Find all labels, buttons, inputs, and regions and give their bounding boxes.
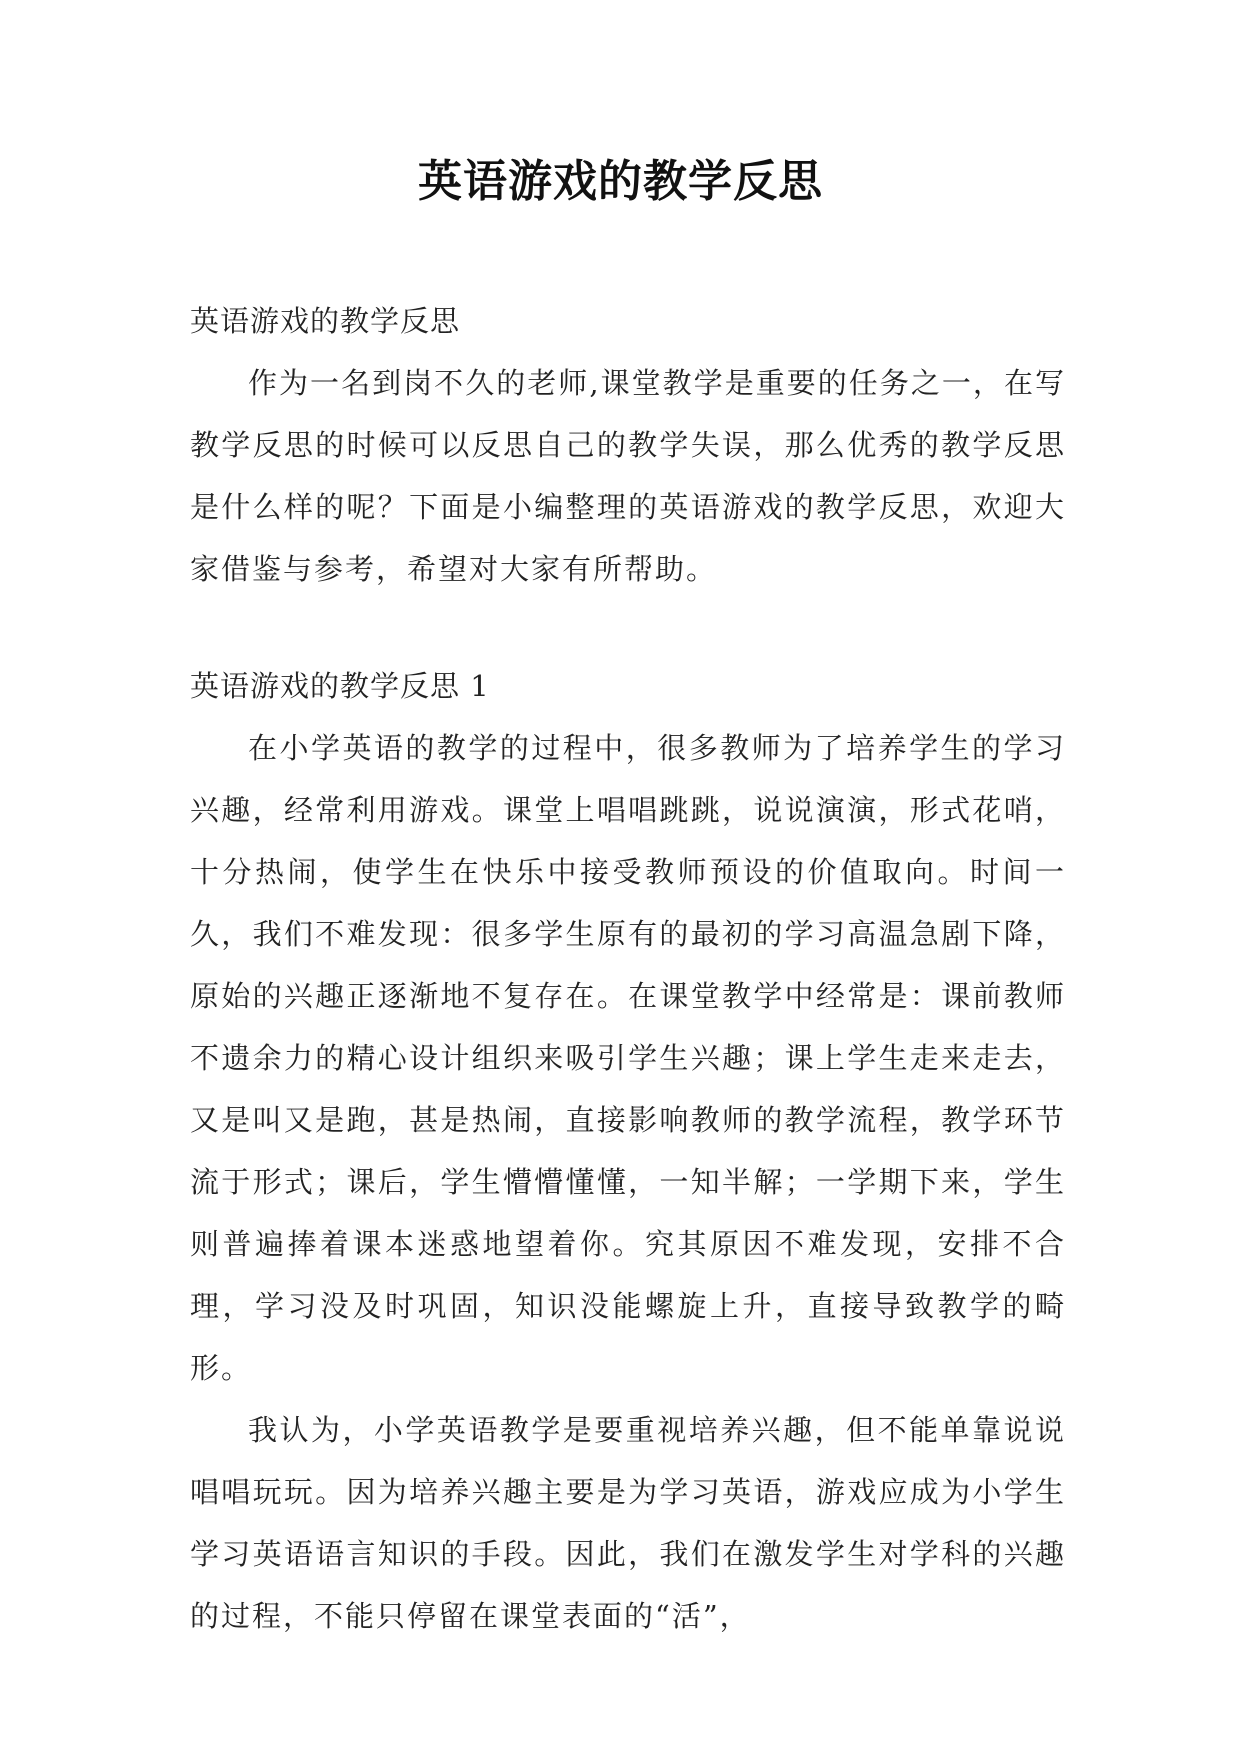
body-paragraph: 在小学英语的教学的过程中，很多教师为了培养学生的学习兴趣，经常利用游戏。课堂上唱唱跳跳，说说演演，形式花哨，十分热闹，使学生在快乐中接受教师预设的价值取向。时间一久，我们不难发现：很多学生原有的最初的学习高温急剧下降，原始的兴趣正逐渐地不复存在。在课堂教学中经常是：课前教师不遗余力的精心设计组织来吸引学生兴趣；课上学生走来走去，又是叫又是跑，甚是热闹，直接影响教师的教学流程，教学环节流于形式；课后，学生懵懵懂懂，一知半解；一学期下来，学生则普遍捧着课本迷惑地望着你。究其原因不难发现，安排不合理，学习没及时巩固，知识没能螺旋上升，直接导致教学的畸形。 [190, 731, 1066, 1385]
document-title: 英语游戏的教学反思 [418, 156, 823, 207]
intro-paragraph: 作为一名到岗不久的老师,课堂教学是重要的任务之一，在写教学反思的时候可以反思自己的教学失误，那么优秀的教学反思是什么样的呢？下面是小编整理的英语游戏的教学反思，欢迎大家借鉴与参考，希望对大家有所帮助。 [190, 366, 1066, 586]
document-body [190, 290, 1066, 1647]
section-spacer [190, 600, 1066, 655]
section-heading: 英语游戏的教学反思 1 [190, 669, 490, 703]
section-heading: 英语游戏的教学反思 [190, 304, 461, 338]
body-paragraph: 我认为，小学英语教学是要重视培养兴趣，但不能单靠说说唱唱玩玩。因为培养兴趣主要是为学习英语，游戏应成为小学生学习英语语言知识的手段。因此，我们在激发学生对学科的兴趣的过程，不能只停留在课堂表面的“活”， [190, 1413, 1066, 1633]
